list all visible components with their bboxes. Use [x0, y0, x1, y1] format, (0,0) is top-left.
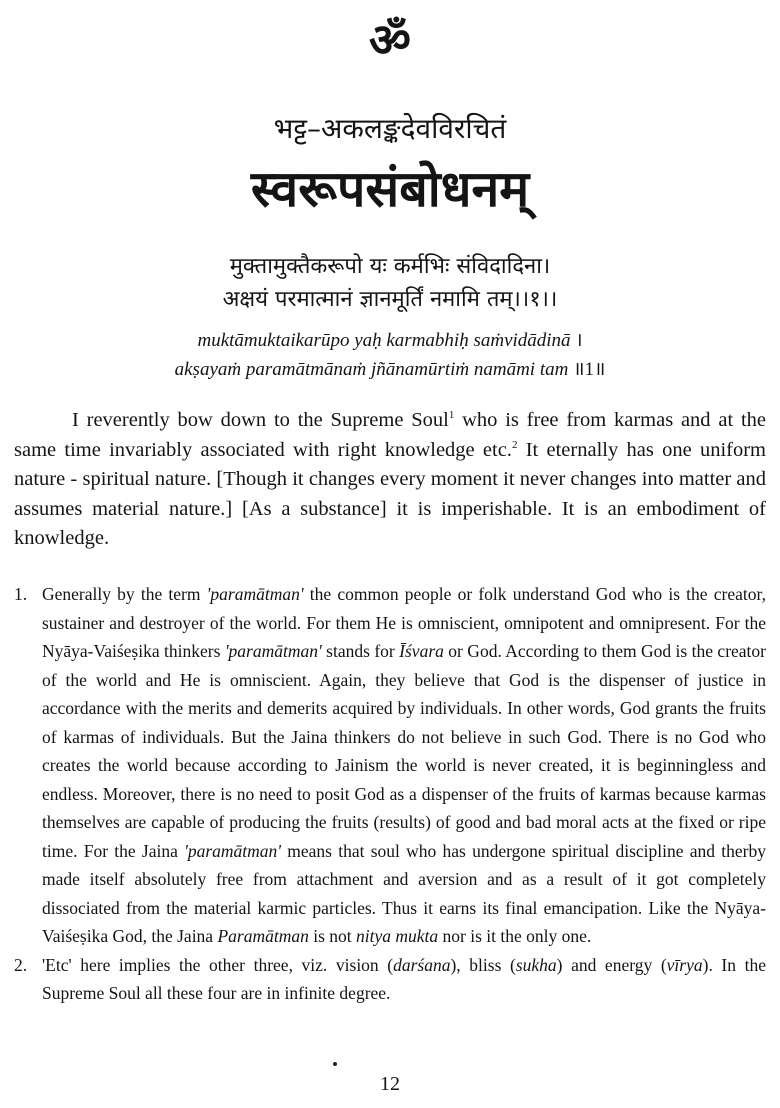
english-translation [14, 406, 766, 554]
footnote-text: ). In the Supreme Soul all these four are in infinite degree. [42, 954, 766, 1003]
translation-part-1: I reverently bow down to the Supreme Soul [72, 409, 449, 431]
translation-part-3: It eternally has one uniform nature - spiritual nature. [Though it changes every moment it never changes into matter and assumes material nature.] [As a substance] it is imperishable. It is an embodiment of knowledge. [14, 438, 766, 549]
sanskrit-verse-line-1: मुक्तामुक्तैकरूपो यः कर्मभिः संविदादिना। [229, 254, 551, 279]
footnote-italic-term: 'paramātman' [206, 584, 304, 604]
footnote-italic-term: nitya mukta [356, 926, 439, 946]
transliteration-text-1: muktāmuktaikarūpo yaḥ karmabhiḥ saṁvidādinā [197, 330, 571, 351]
footnote-number: 2. [14, 954, 28, 975]
footnote-italic-term: 'paramātman' [184, 840, 282, 861]
footnote-italic-term: darśana [393, 954, 451, 975]
footnote-text: ) and energy ( [556, 954, 667, 975]
footnote-text: stands for [321, 641, 400, 661]
footnote-text: is not [308, 926, 357, 946]
footnote-text: ), bliss ( [450, 954, 516, 975]
transliteration-line-1 [0, 328, 780, 354]
footnotes [14, 580, 766, 1008]
footnote-italic-term: sukha [515, 954, 557, 975]
transliteration-line-2 [0, 357, 780, 383]
translation-part-2: who is free from karmas and at the same time invariably associated with right knowledge etc. [14, 409, 766, 461]
footnote-italic-term: Īśvara [399, 641, 444, 661]
footnote-number: 1. [14, 584, 28, 604]
verse-mark-1: । [575, 330, 583, 351]
verse-mark-2: ॥1॥ [573, 359, 606, 380]
footnote-italic-term: vīrya [666, 954, 703, 975]
sanskrit-verse-line-2: अक्षयं परमात्मानं ज्ञानमूर्तिं नमामि तम्।।१।। [222, 287, 558, 312]
footnote-text: the common people or folk understand God who is the creator, sustainer and destroyer of the world. For them He is omniscient, omnipotent and omnipresent. For the Nyāya-Vaiśeṣika thinkers [42, 584, 766, 661]
footnote-text: nor is it the only one. [438, 926, 592, 946]
footnote-italic-term: Paramātman [217, 926, 309, 946]
footnote-text: Generally by the term [42, 584, 207, 604]
om-symbol: ॐ [369, 13, 411, 67]
print-dot [333, 1062, 337, 1066]
footnote-2 [14, 951, 766, 1008]
footnote-text: means that soul who has undergone spiritual discipline and therby made itself absolutely free from attachment and aversion and as a result of it got completely dissociated from the material karmic particles. Thus it earns its final emancipation. Like the Nyāya-Vaiśeṣika God, the Jaina [42, 840, 766, 946]
footnote-text: or God. According to them God is the creator of the world and He is omniscient. Again, they believe that God is the dispenser of justice in accordance with the merits and demerits acquired by individuals. In other words, God grants the fruits of karmas of individuals. But the Jaina thinkers do not believe in such God. There is no God who creates the world because according to Jainism the world is never created, it is beginningless and endless. Moreover, there is no need to posit God as a dispenser of the fruits of karmas because karmas themselves are capable of producing the fruits (results) of good and bad moral acts at the fixed or ripe time. For the Jaina [42, 641, 766, 861]
footnote-ref-1: 1 [448, 409, 455, 422]
transliteration-text-2: akṣayaṁ paramātmānaṁ jñānamūrtiṁ namāmi tam [174, 359, 569, 380]
page-number: 12 [380, 1073, 400, 1095]
work-title: स्वरूपसंबोधनम् [250, 160, 530, 218]
footnote-text: 'Etc' here implies the other three, viz. vision ( [42, 954, 394, 975]
author-subtitle: भट्ट–अकलङ्कदेवविरचितं [273, 112, 507, 145]
footnote-1 [14, 580, 766, 951]
footnote-italic-term: 'paramātman' [224, 641, 322, 661]
footnote-ref-2: 2 [511, 438, 518, 451]
